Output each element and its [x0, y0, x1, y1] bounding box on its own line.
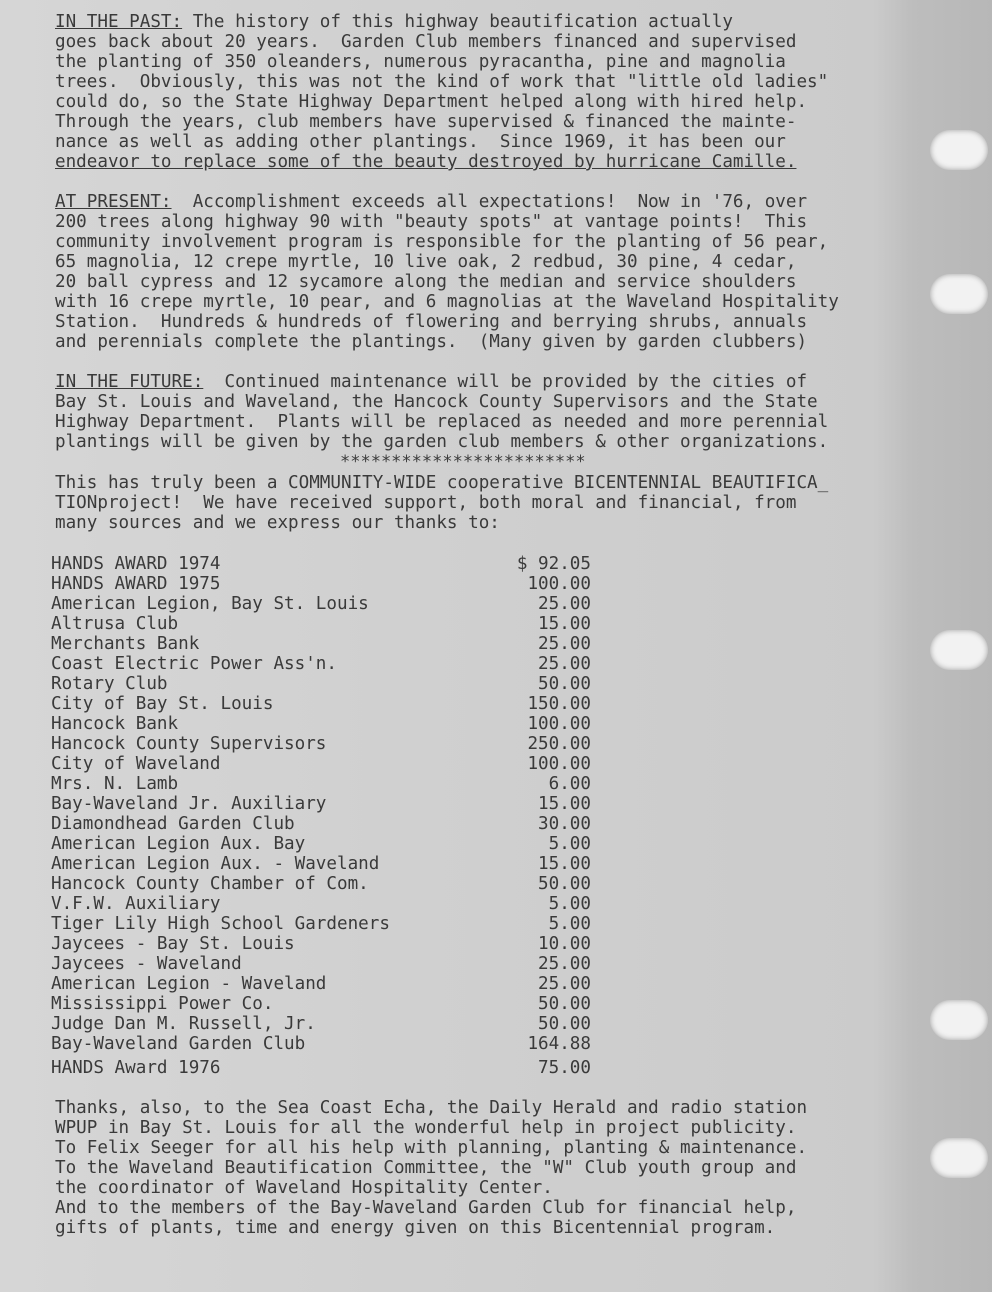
donor-name: Hancock County Chamber of Com. [51, 874, 369, 894]
donor-amount: 100.00 [527, 754, 591, 774]
donor-row [51, 934, 591, 954]
past-line: endeavor to replace some of the beauty destroyed by hurricane Camille. [55, 152, 797, 172]
future-line: Bay St. Louis and Waveland, the Hancock County Supervisors and the State [55, 392, 818, 412]
donor-name: HANDS AWARD 1975 [51, 574, 221, 594]
donor-name: Tiger Lily High School Gardeners [51, 914, 390, 934]
donor-row [51, 774, 591, 794]
present-line: 65 magnolia, 12 crepe myrtle, 10 live oak, 2 redbud, 30 pine, 4 cedar, [55, 252, 797, 272]
donor-row [51, 714, 591, 734]
donor-amount: 150.00 [527, 694, 591, 714]
donor-name: HANDS Award 1976 [51, 1058, 221, 1078]
future-heading: IN THE FUTURE: [55, 372, 204, 392]
donor-name: Merchants Bank [51, 634, 200, 654]
donor-amount: $ 92.05 [516, 554, 591, 574]
donor-row [51, 694, 591, 714]
donor-row [51, 634, 591, 654]
present-line: 20 ball cypress and 12 sycamore along the median and service shoulders [55, 272, 797, 292]
past-line: the planting of 350 oleanders, numerous pyracantha, pine and magnolia [55, 52, 786, 72]
donor-name: City of Waveland [51, 754, 221, 774]
donor-amount: 15.00 [538, 854, 591, 874]
future-line: Continued maintenance will be provided by the cities of [203, 372, 808, 392]
donor-name: Bay-Waveland Jr. Auxiliary [51, 794, 327, 814]
future-line: Highway Department. Plants will be replaced as needed and more perennial [55, 412, 829, 432]
closing-line: WPUP in Bay St. Louis for all the wonderful help in project publicity. [55, 1118, 797, 1138]
past-line: The history of this highway beautification actually [182, 12, 733, 32]
past-line: trees. Obviously, this was not the kind of work that "little old ladies" [55, 72, 829, 92]
intro-line: TIONproject! We have received support, both moral and financial, from [55, 493, 797, 513]
donor-row [51, 754, 591, 774]
donor-row [51, 654, 591, 674]
present-heading: AT PRESENT: [55, 192, 172, 212]
donor-row [51, 1014, 591, 1034]
donor-row [51, 874, 591, 894]
past-line: could do, so the State Highway Department helped along with hired help. [55, 92, 808, 112]
donor-amount: 30.00 [538, 814, 591, 834]
donor-row [51, 994, 591, 1014]
closing-line: To Felix Seeger for all his help with planning, planting & maintenance. [55, 1138, 808, 1158]
donor-amount: 15.00 [538, 614, 591, 634]
closing-line: gifts of plants, time and energy given on this Bicentennial program. [55, 1218, 776, 1238]
donor-amount: 15.00 [538, 794, 591, 814]
donor-amount: 25.00 [538, 634, 591, 654]
donor-amount: 50.00 [538, 674, 591, 694]
future-section [55, 372, 945, 452]
donor-name: Bay-Waveland Garden Club [51, 1034, 306, 1054]
donor-row [51, 794, 591, 814]
donor-name: V.F.W. Auxiliary [51, 894, 221, 914]
donor-amount: 6.00 [548, 774, 591, 794]
intro-line: many sources and we express our thanks to: [55, 513, 500, 533]
donor-row [51, 554, 591, 574]
donor-row [51, 1058, 591, 1078]
binder-hole [930, 1000, 988, 1040]
past-heading: IN THE PAST: [55, 12, 183, 32]
donor-row [51, 614, 591, 634]
donor-amount: 100.00 [527, 574, 591, 594]
donor-name: American Legion Aux. - Waveland [51, 854, 380, 874]
present-line: Accomplishment exceeds all expectations! Now in '76, over [171, 192, 808, 212]
donor-amount: 25.00 [538, 974, 591, 994]
future-line: plantings will be given by the garden club members & other organizations. [55, 432, 829, 452]
donor-name: HANDS AWARD 1974 [51, 554, 221, 574]
donor-name: Rotary Club [51, 674, 168, 694]
donor-name: Mrs. N. Lamb [51, 774, 179, 794]
closing-line: Thanks, also, to the Sea Coast Echa, the Daily Herald and radio station [55, 1098, 808, 1118]
present-line: Station. Hundreds & hundreds of flowering and berrying shrubs, annuals [55, 312, 808, 332]
present-line: 200 trees along highway 90 with "beauty spots" at vantage points! This [55, 212, 808, 232]
present-section [55, 192, 945, 352]
donor-amount: 50.00 [538, 994, 591, 1014]
donor-name: American Legion Aux. Bay [51, 834, 306, 854]
donor-amount: 5.00 [548, 834, 591, 854]
donor-amount: 25.00 [538, 954, 591, 974]
donor-name: American Legion, Bay St. Louis [51, 594, 369, 614]
present-line: and perennials complete the plantings. (Many given by garden clubbers) [55, 332, 808, 352]
donor-name: City of Bay St. Louis [51, 694, 274, 714]
donor-amount: 25.00 [538, 654, 591, 674]
closing-line: And to the members of the Bay-Waveland Garden Club for financial help, [55, 1198, 797, 1218]
binder-hole [930, 630, 988, 670]
donor-name: Hancock Bank [51, 714, 179, 734]
past-line: nance as well as adding other plantings. Since 1969, it has been our [55, 132, 786, 152]
donor-name: Jaycees - Bay St. Louis [51, 934, 295, 954]
donor-amount: 75.00 [538, 1058, 591, 1078]
donor-row [51, 954, 591, 974]
separator: ************************ [340, 452, 586, 472]
past-line: goes back about 20 years. Garden Club members financed and supervised [55, 32, 797, 52]
donor-row [51, 974, 591, 994]
donor-row [51, 914, 591, 934]
donor-amount: 10.00 [538, 934, 591, 954]
donor-row [51, 594, 591, 614]
donor-row [51, 854, 591, 874]
donor-name: Judge Dan M. Russell, Jr. [51, 1014, 316, 1034]
donor-row [51, 734, 591, 754]
intro-line: This has truly been a COMMUNITY-WIDE cooperative BICENTENNIAL BEAUTIFICA_ [55, 473, 829, 493]
intro-section [55, 473, 945, 533]
donor-amount: 50.00 [538, 1014, 591, 1034]
donor-row [51, 1034, 591, 1054]
present-line: community involvement program is responsible for the planting of 56 pear, [55, 232, 829, 252]
donor-amount: 5.00 [548, 914, 591, 934]
donor-amount: 250.00 [527, 734, 591, 754]
donor-amount: 50.00 [538, 874, 591, 894]
donor-row [51, 674, 591, 694]
donor-row [51, 814, 591, 834]
donor-name: Diamondhead Garden Club [51, 814, 295, 834]
donor-amount: 100.00 [527, 714, 591, 734]
donor-name: American Legion - Waveland [51, 974, 327, 994]
donor-row [51, 834, 591, 854]
donor-name: Altrusa Club [51, 614, 179, 634]
donor-name: Jaycees - Waveland [51, 954, 242, 974]
donor-amount: 5.00 [548, 894, 591, 914]
donor-row [51, 894, 591, 914]
closing-line: To the Waveland Beautification Committee, the "W" Club youth group and [55, 1158, 797, 1178]
donor-amount: 25.00 [538, 594, 591, 614]
closing-section [55, 1098, 945, 1238]
present-line: with 16 crepe myrtle, 10 pear, and 6 magnolias at the Waveland Hospitality [55, 292, 839, 312]
past-section [55, 12, 945, 172]
donor-name: Mississippi Power Co. [51, 994, 274, 1014]
past-line: Through the years, club members have supervised & financed the mainte- [55, 112, 797, 132]
donor-amount: 164.88 [527, 1034, 591, 1054]
donor-name: Hancock County Supervisors [51, 734, 327, 754]
donor-row [51, 574, 591, 594]
closing-line: the coordinator of Waveland Hospitality Center. [55, 1178, 553, 1198]
donor-name: Coast Electric Power Ass'n. [51, 654, 337, 674]
